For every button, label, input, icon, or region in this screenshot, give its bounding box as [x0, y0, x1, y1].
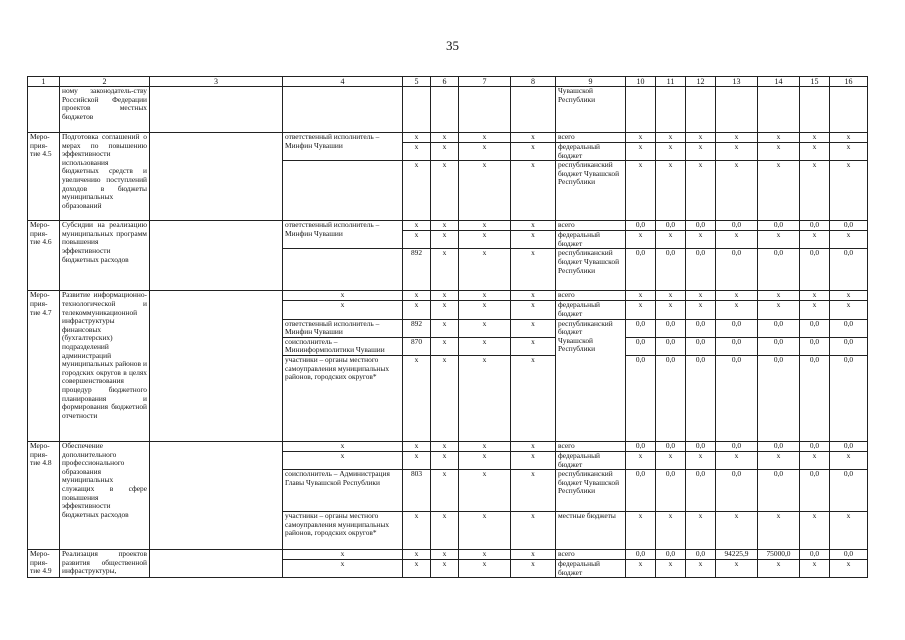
value-cell: x — [656, 512, 686, 550]
column-number-4: 4 — [283, 77, 403, 87]
code-c8: x — [511, 319, 556, 337]
table-row — [28, 221, 868, 231]
value-cell: 0,0 — [716, 355, 758, 441]
cell — [716, 87, 758, 133]
value-cell: x — [830, 161, 868, 221]
cell — [150, 87, 283, 133]
value-cell: x — [716, 291, 758, 301]
measure-name-cell: Реализация проектов развития общественной инфраструктуры, — [60, 550, 150, 578]
table-row — [28, 441, 868, 451]
value-cell: 0,0 — [758, 337, 800, 355]
column-number-16: 16 — [830, 77, 868, 87]
cell — [511, 87, 556, 133]
value-cell: 0,0 — [686, 319, 716, 337]
value-cell: 0,0 — [800, 319, 830, 337]
executor-cell: x — [283, 560, 403, 578]
executor-cell: соисполнитель – Мининформполитики Чувашии — [283, 337, 403, 355]
value-cell: 0,0 — [716, 337, 758, 355]
funding-source-cell: всего — [556, 133, 626, 143]
cell — [150, 550, 283, 578]
funding-source-cell: федеральный бюджет — [556, 143, 626, 161]
code-c5: x — [403, 441, 431, 451]
value-cell: 0,0 — [656, 441, 686, 451]
code-c7: x — [459, 470, 511, 512]
value-cell: 0,0 — [758, 249, 800, 291]
cell — [283, 87, 403, 133]
header-row — [28, 77, 868, 87]
value-cell: 0,0 — [686, 470, 716, 512]
code-c8: x — [511, 231, 556, 249]
cell — [283, 161, 403, 221]
funding-source-cell: республиканский бюджет Чувашской Республики — [556, 470, 626, 512]
value-cell: x — [830, 133, 868, 143]
value-cell: x — [686, 133, 716, 143]
measure-name-cell: ному законодатель-ству Российской Федерации проектов местных бюджетов — [60, 87, 150, 133]
value-cell: x — [686, 161, 716, 221]
column-number-9: 9 — [556, 77, 626, 87]
code-c7: x — [459, 451, 511, 469]
cell — [758, 87, 800, 133]
code-c6: x — [431, 301, 459, 319]
code-c8: x — [511, 470, 556, 512]
value-cell: 0,0 — [656, 249, 686, 291]
value-cell: x — [626, 231, 656, 249]
value-cell: x — [626, 143, 656, 161]
executor-cell: ответственный исполнитель – Минфин Чувашии — [283, 221, 403, 249]
executor-cell: участники – органы местного самоуправления муниципальных районов, городских округов* — [283, 355, 403, 441]
column-number-5: 5 — [403, 77, 431, 87]
value-cell: x — [800, 143, 830, 161]
value-cell: x — [626, 301, 656, 319]
code-c5: x — [403, 451, 431, 469]
code-c7: x — [459, 231, 511, 249]
value-cell: x — [626, 560, 656, 578]
code-c6: x — [431, 512, 459, 550]
value-cell: 0,0 — [716, 319, 758, 337]
value-cell: 0,0 — [686, 249, 716, 291]
executor-cell: ответственный исполнитель – Минфин Чувашии — [283, 319, 403, 337]
code-c7: x — [459, 301, 511, 319]
code-c6: x — [431, 133, 459, 143]
value-cell: x — [626, 451, 656, 469]
value-cell: x — [830, 560, 868, 578]
code-c7: x — [459, 441, 511, 451]
code-c5: x — [403, 221, 431, 231]
value-cell: 0,0 — [830, 550, 868, 560]
value-cell: 0,0 — [656, 550, 686, 560]
code-c7: x — [459, 221, 511, 231]
cell — [686, 87, 716, 133]
value-cell: 0,0 — [800, 221, 830, 231]
column-number-13: 13 — [716, 77, 758, 87]
column-number-14: 14 — [758, 77, 800, 87]
code-c7: x — [459, 337, 511, 355]
value-cell: 0,0 — [830, 249, 868, 291]
funding-source-cell — [556, 319, 626, 441]
code-c8: x — [511, 143, 556, 161]
code-c5: 892 — [403, 319, 431, 337]
table-row — [28, 550, 868, 560]
value-cell: x — [830, 291, 868, 301]
value-cell: x — [758, 301, 800, 319]
code-c8: x — [511, 355, 556, 441]
code-c5: x — [403, 161, 431, 221]
measure-code-cell: Меро-прия-тие 4.9 — [28, 550, 60, 578]
code-c6: x — [431, 221, 459, 231]
value-cell: 0,0 — [686, 355, 716, 441]
value-cell: 0,0 — [656, 221, 686, 231]
measure-name-cell: Субсидии на реализацию муниципальных программ повышения эффективности бюджетных расходов — [60, 221, 150, 291]
value-cell: 0,0 — [656, 470, 686, 512]
code-c8: x — [511, 560, 556, 578]
code-c8: x — [511, 161, 556, 221]
value-cell: 0,0 — [656, 337, 686, 355]
code-c6: x — [431, 441, 459, 451]
funding-source-cell: республиканский бюджет Чувашской Республики — [556, 249, 626, 291]
value-cell: 0,0 — [626, 337, 656, 355]
code-c5: x — [403, 291, 431, 301]
value-cell: 0,0 — [656, 355, 686, 441]
value-cell: 0,0 — [830, 221, 868, 231]
column-number-12: 12 — [686, 77, 716, 87]
value-cell: 0,0 — [626, 249, 656, 291]
column-number-1: 1 — [28, 77, 60, 87]
value-cell: x — [686, 512, 716, 550]
value-cell: x — [626, 291, 656, 301]
code-c7: x — [459, 249, 511, 291]
column-number-2: 2 — [60, 77, 150, 87]
value-cell: 0,0 — [686, 221, 716, 231]
value-cell: x — [656, 161, 686, 221]
funding-source-cell: местные бюджеты — [556, 512, 626, 550]
value-cell: 0,0 — [686, 337, 716, 355]
value-cell: x — [686, 231, 716, 249]
value-cell: x — [758, 161, 800, 221]
code-c8: x — [511, 291, 556, 301]
value-cell: x — [626, 133, 656, 143]
code-c8: x — [511, 441, 556, 451]
value-cell: x — [758, 231, 800, 249]
value-cell: x — [830, 143, 868, 161]
funding-source-cell: всего — [556, 441, 626, 451]
cell — [459, 87, 511, 133]
column-number-7: 7 — [459, 77, 511, 87]
code-c5: x — [403, 550, 431, 560]
value-cell: 0,0 — [800, 249, 830, 291]
code-c7: x — [459, 133, 511, 143]
value-cell: 75000,0 — [758, 550, 800, 560]
executor-cell: соисполнитель – Администрация Главы Чувашской Республики — [283, 470, 403, 512]
value-cell: x — [656, 133, 686, 143]
code-c8: x — [511, 337, 556, 355]
code-c7: x — [459, 161, 511, 221]
code-c5: 803 — [403, 470, 431, 512]
value-cell: x — [800, 231, 830, 249]
value-cell: 0,0 — [830, 441, 868, 451]
funding-source-cell: всего — [556, 550, 626, 560]
value-cell: x — [626, 512, 656, 550]
code-c5: x — [403, 560, 431, 578]
value-cell: 0,0 — [716, 249, 758, 291]
value-cell: 0,0 — [626, 470, 656, 512]
column-number-11: 11 — [656, 77, 686, 87]
cell — [800, 87, 830, 133]
value-cell: x — [626, 161, 656, 221]
value-cell: 0,0 — [758, 470, 800, 512]
column-number-8: 8 — [511, 77, 556, 87]
executor-cell: участники – органы местного самоуправления муниципальных районов, городских округов* — [283, 512, 403, 550]
funding-source-cell: Чувашской Республики — [556, 87, 626, 133]
value-cell: x — [800, 133, 830, 143]
column-number-10: 10 — [626, 77, 656, 87]
value-cell: 0,0 — [626, 441, 656, 451]
value-cell: 0,0 — [716, 221, 758, 231]
value-cell: x — [758, 560, 800, 578]
code-c5: x — [403, 355, 431, 441]
value-cell: x — [758, 291, 800, 301]
value-cell: x — [716, 560, 758, 578]
cell — [403, 87, 431, 133]
value-cell: x — [686, 301, 716, 319]
value-cell: x — [716, 301, 758, 319]
value-cell: x — [686, 560, 716, 578]
column-number-15: 15 — [800, 77, 830, 87]
code-c7: x — [459, 143, 511, 161]
value-cell: 0,0 — [758, 441, 800, 451]
value-cell: x — [758, 512, 800, 550]
code-c6: x — [431, 337, 459, 355]
value-cell: 0,0 — [758, 355, 800, 441]
funding-source-cell: всего — [556, 291, 626, 301]
code-c6: x — [431, 319, 459, 337]
cell — [431, 87, 459, 133]
code-c8: x — [511, 550, 556, 560]
value-cell: x — [716, 231, 758, 249]
code-c6: x — [431, 249, 459, 291]
funding-source-line: республиканский бюджет — [558, 319, 613, 337]
value-cell: x — [716, 451, 758, 469]
measures-table — [27, 76, 868, 578]
table-row — [28, 87, 868, 133]
value-cell: 0,0 — [800, 441, 830, 451]
value-cell: x — [758, 133, 800, 143]
value-cell: x — [686, 291, 716, 301]
value-cell: x — [656, 143, 686, 161]
cell — [150, 291, 283, 442]
value-cell: x — [830, 512, 868, 550]
funding-source-cell: республиканский бюджет Чувашской Республики — [556, 161, 626, 221]
measure-name-cell: Развитие информационно-технологической и телекоммуникационной инфраструктуры финансовых (бухгалтерских) подразделений администраций муниципальных районов и городских округов в целях совершенствования процедур бюджетного планирования и формирования бюджетной отчетности — [60, 291, 150, 442]
value-cell: 0,0 — [716, 441, 758, 451]
executor-cell: x — [283, 441, 403, 451]
code-c7: x — [459, 319, 511, 337]
funding-source-line: Чувашской Республики — [558, 335, 596, 354]
measure-code-cell: Меро-прия-тие 4.8 — [28, 441, 60, 549]
code-c6: x — [431, 355, 459, 441]
code-c7: x — [459, 291, 511, 301]
executor-cell: x — [283, 291, 403, 301]
code-c7: x — [459, 355, 511, 441]
measure-code-cell: Меро-прия-тие 4.6 — [28, 221, 60, 291]
executor-cell: x — [283, 451, 403, 469]
value-cell: x — [716, 133, 758, 143]
value-cell: x — [656, 291, 686, 301]
code-c8: x — [511, 451, 556, 469]
cell — [150, 133, 283, 221]
value-cell: x — [830, 301, 868, 319]
value-cell: x — [656, 231, 686, 249]
value-cell: 0,0 — [716, 470, 758, 512]
cell — [150, 441, 283, 549]
code-c6: x — [431, 470, 459, 512]
value-cell: x — [800, 560, 830, 578]
value-cell: 94225,9 — [716, 550, 758, 560]
funding-source-cell: федеральный бюджет — [556, 451, 626, 469]
value-cell: 0,0 — [800, 550, 830, 560]
code-c6: x — [431, 550, 459, 560]
value-cell: x — [716, 512, 758, 550]
code-c6: x — [431, 291, 459, 301]
value-cell: x — [800, 301, 830, 319]
value-cell: 0,0 — [830, 470, 868, 512]
value-cell: 0,0 — [800, 470, 830, 512]
code-c5: x — [403, 231, 431, 249]
code-c6: x — [431, 143, 459, 161]
code-c8: x — [511, 133, 556, 143]
table-body — [28, 77, 868, 578]
code-cell — [28, 87, 60, 133]
value-cell: 0,0 — [758, 221, 800, 231]
code-c8: x — [511, 249, 556, 291]
value-cell: 0,0 — [686, 441, 716, 451]
measure-name-cell: Обеспечение дополнительного профессионального образования муниципальных служащих в сфере повышения эффективности бюджетных расходов — [60, 441, 150, 549]
code-c8: x — [511, 221, 556, 231]
value-cell: x — [800, 291, 830, 301]
measure-code-cell: Меро-прия-тие 4.5 — [28, 133, 60, 221]
column-number-3: 3 — [150, 77, 283, 87]
value-cell: 0,0 — [626, 319, 656, 337]
code-c7: x — [459, 550, 511, 560]
code-c7: x — [459, 560, 511, 578]
value-cell: 0,0 — [656, 319, 686, 337]
cell — [626, 87, 656, 133]
value-cell: 0,0 — [626, 550, 656, 560]
column-number-6: 6 — [431, 77, 459, 87]
funding-source-cell: всего — [556, 221, 626, 231]
value-cell: x — [686, 451, 716, 469]
code-c6: x — [431, 560, 459, 578]
cell — [656, 87, 686, 133]
value-cell: 0,0 — [830, 319, 868, 337]
code-c5: 892 — [403, 249, 431, 291]
value-cell: 0,0 — [758, 319, 800, 337]
value-cell: 0,0 — [686, 550, 716, 560]
funding-source-cell: федеральный бюджет — [556, 231, 626, 249]
executor-cell: ответственный исполнитель – Минфин Чувашии — [283, 133, 403, 161]
cell — [283, 249, 403, 291]
value-cell: x — [656, 560, 686, 578]
table-row — [28, 133, 868, 143]
page-number: 35 — [446, 38, 459, 53]
value-cell: 0,0 — [800, 355, 830, 441]
table-row — [28, 291, 868, 301]
value-cell: x — [830, 231, 868, 249]
value-cell: 0,0 — [830, 355, 868, 441]
code-c6: x — [431, 231, 459, 249]
value-cell: x — [656, 301, 686, 319]
value-cell: x — [716, 161, 758, 221]
value-cell: x — [758, 143, 800, 161]
value-cell: 0,0 — [830, 337, 868, 355]
code-c5: x — [403, 133, 431, 143]
measure-code-cell: Меро-прия-тие 4.7 — [28, 291, 60, 442]
cell — [830, 87, 868, 133]
code-c5: x — [403, 301, 431, 319]
value-cell: x — [800, 161, 830, 221]
funding-source-cell: федеральный бюджет — [556, 560, 626, 578]
funding-source-cell: федеральный бюджет — [556, 301, 626, 319]
code-c5: x — [403, 512, 431, 550]
code-c5: 870 — [403, 337, 431, 355]
value-cell: x — [656, 451, 686, 469]
value-cell: 0,0 — [800, 337, 830, 355]
executor-cell: x — [283, 301, 403, 319]
code-c6: x — [431, 161, 459, 221]
value-cell: x — [758, 451, 800, 469]
code-c8: x — [511, 301, 556, 319]
executor-cell: x — [283, 550, 403, 560]
cell — [150, 221, 283, 291]
value-cell: 0,0 — [626, 355, 656, 441]
code-c5: x — [403, 143, 431, 161]
value-cell: 0,0 — [626, 221, 656, 231]
value-cell: x — [830, 451, 868, 469]
value-cell: x — [686, 143, 716, 161]
code-c6: x — [431, 451, 459, 469]
value-cell: x — [800, 451, 830, 469]
value-cell: x — [800, 512, 830, 550]
code-c7: x — [459, 512, 511, 550]
measure-name-cell: Подготовка соглашений о мерах по повышению эффективности использования бюджетных средств и увеличению поступлений доходов в бюджеты муниципальных образований — [60, 133, 150, 221]
value-cell: x — [716, 143, 758, 161]
code-c8: x — [511, 512, 556, 550]
